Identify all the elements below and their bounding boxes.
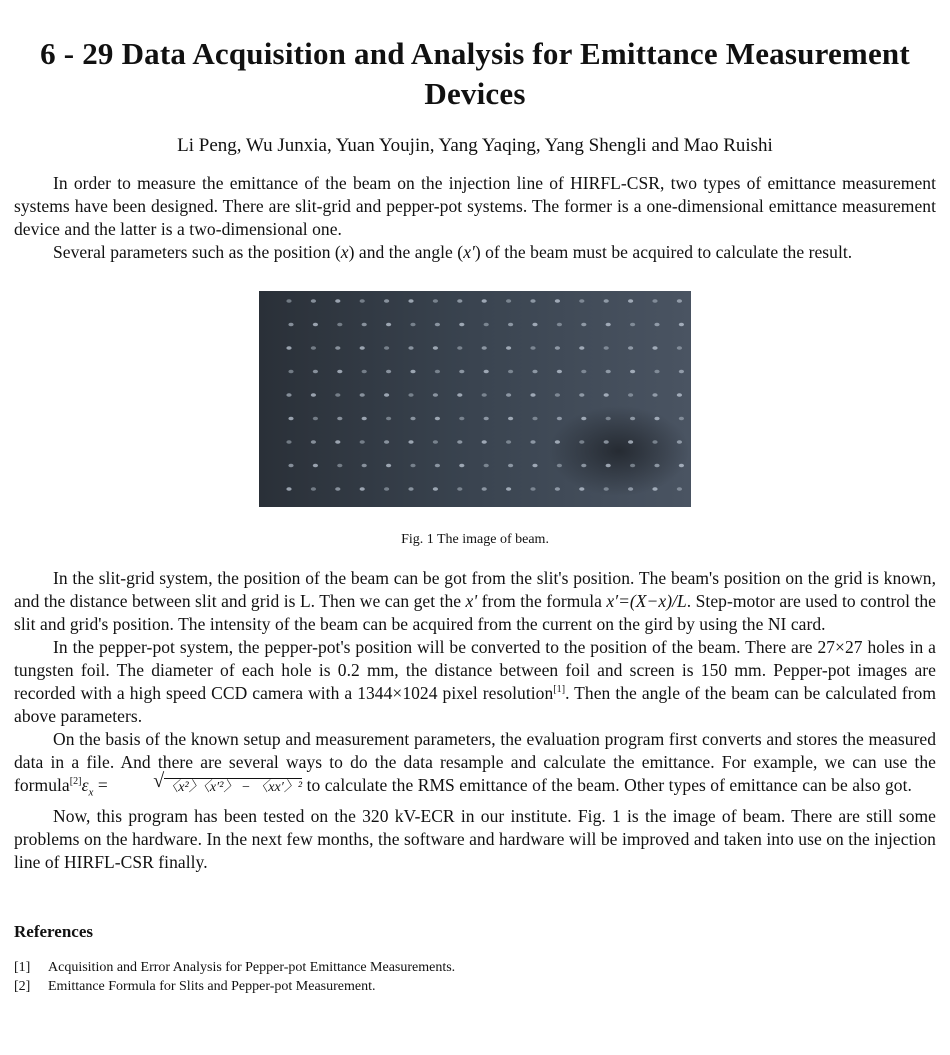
beam-spot [384,346,389,350]
beam-spot [484,370,489,374]
beam-spot [630,464,635,468]
beam-spot [362,370,367,374]
beam-spot [311,440,316,444]
beam-spot [508,323,513,327]
beam-spot [652,393,657,397]
intro-section [14,172,936,264]
evaluation-paragraph [14,728,936,805]
beam-spot [337,323,342,327]
beam-spot [286,346,291,350]
text-fragment: In the slit-grid system, the position of the beam can be got from the slit's position. The beam's position on the grid is known, and the distance between slit and grid is L. Then we can get the [14,568,936,611]
beam-spot [579,440,584,444]
beam-spot [532,323,537,327]
beam-spot [362,323,367,327]
beam-spot [410,370,415,374]
math-var: x' [465,591,478,611]
beam-spot [311,393,316,397]
intro-paragraph-2 [14,241,936,264]
beam-spot [408,487,413,491]
beam-spot [677,393,682,397]
beam-spot [433,440,438,444]
text-fragment: ) of the beam must be acquired to calculate the result. [474,242,853,262]
text-fragment: . Step-motor are used to control the slit and grid's position. The intensity of the beam can be acquired from the current on the gird by using the NI card. [14,591,936,634]
beam-spot [384,299,389,303]
beam-spot [435,370,440,374]
beam-spot [604,487,609,491]
body-section [14,567,936,874]
beam-spot [408,440,413,444]
beam-spot [311,299,316,303]
beam-spot [581,323,586,327]
beam-spot [482,346,487,350]
beam-spot [530,487,535,491]
beam-spot [628,346,633,350]
beam-spot [579,487,584,491]
beam-spot [652,440,657,444]
beam-spot [337,370,342,374]
beam-spot [433,487,438,491]
citation: [2] [69,776,82,787]
beam-spot [311,487,316,491]
beam-spot [532,464,537,468]
beam-spot [457,299,462,303]
beam-spot [482,393,487,397]
beam-spot [384,393,389,397]
beam-spot [679,370,684,374]
beam-spot [555,487,560,491]
beam-spot [335,346,340,350]
beam-spot [581,464,586,468]
beam-spot [408,393,413,397]
beam-spot [506,487,511,491]
beam-spot [630,417,635,421]
beam-spot [384,487,389,491]
beam-spot [360,440,365,444]
beam-spot [286,487,291,491]
beam-spot [313,370,318,374]
beam-spot [337,417,342,421]
beam-spot [337,464,342,468]
beam-spot [410,417,415,421]
text-fragment: to calculate the RMS emittance of the beam. Other types of emittance can be also got. [302,775,912,795]
beam-spot [579,393,584,397]
beam-spot [628,487,633,491]
text-fragment: On the basis of the known setup and measurement parameters, the evaluation program first converts and stores the measured data in a file. And there are several ways to do the data resample and calculate the emittance. For example, we can use the formula [14,729,936,795]
beam-spot [508,464,513,468]
beam-spot [457,346,462,350]
beam-spot [459,323,464,327]
beam-spot [679,417,684,421]
beam-spot [286,299,291,303]
beam-spot [386,417,391,421]
reference-number: [1] [14,959,31,975]
slit-grid-paragraph [14,567,936,636]
math-var: x [340,242,349,262]
beam-spot [457,440,462,444]
beam-spot [677,299,682,303]
beam-spot [557,464,562,468]
beam-spot [508,417,513,421]
text-fragment: from the formula [477,591,607,611]
reference-text: Emittance Formula for Slits and Pepper-pot Measurement. [48,978,376,994]
beam-spot [335,487,340,491]
beam-spot [459,464,464,468]
beam-spot [654,417,659,421]
beam-spot [652,299,657,303]
beam-spot [459,370,464,374]
beam-spot [628,393,633,397]
conclusion-paragraph: Now, this program has been tested on the 320 kV-ECR in our institute. Fig. 1 is the image of beam. There are still some problems on the hardware. In the next few months, the software and hardware will be improved and taken into use on the injection line of HIRFL-CSR finally. [14,805,936,872]
beam-spot [654,464,659,468]
beam-spot [606,417,611,421]
formula: x′=(X−x)/L [606,591,687,611]
beam-spot [433,346,438,350]
math-var: x' [463,242,475,262]
text-fragment: . Then the angle of the beam can be calculated from above parameters. [14,683,937,726]
beam-figure [259,291,691,507]
beam-spot [386,370,391,374]
beam-spot [408,299,413,303]
beam-spot [532,370,537,374]
beam-spot [457,393,462,397]
beam-spot [408,346,413,350]
beam-spot [579,346,584,350]
beam-spot [484,464,489,468]
beam-spot [482,440,487,444]
beam-spot [530,299,535,303]
beam-spot [652,346,657,350]
beam-spot [606,464,611,468]
reference-text: Acquisition and Error Analysis for Pepper-pot Emittance Measurements. [48,959,456,975]
beam-spot [384,440,389,444]
beam-spot [530,393,535,397]
beam-spot [555,299,560,303]
beam-spot [410,464,415,468]
beam-spot [286,393,291,397]
beam-spot [386,464,391,468]
reference-item [14,958,936,977]
beam-spot [288,370,293,374]
intro-paragraph: In order to measure the emittance of the beam on the injection line of HIRFL-CSR, two types of emittance measurement systems have been designed. There are slit-grid and pepper-pot systems. The former is a one-dimensional emittance measurement device and the latter is a two-dimensional one. [14,173,936,239]
beam-spot [604,440,609,444]
beam-spot [484,417,489,421]
beam-spot [579,299,584,303]
beam-spot [433,299,438,303]
beam-spot [360,299,365,303]
beam-spot [362,464,367,468]
beam-spot [286,440,291,444]
beam-spot [362,417,367,421]
beam-spot [630,370,635,374]
beam-spot [555,440,560,444]
beam-spot [555,393,560,397]
beam-spot [628,440,633,444]
beam-image [259,291,691,507]
beam-spot [677,440,682,444]
beam-spot [335,299,340,303]
beam-spot [654,323,659,327]
beam-spot [360,346,365,350]
beam-spot [313,323,318,327]
reference-item [14,977,936,996]
beam-spot [532,417,537,421]
beam-spot [457,487,462,491]
beam-spot [311,346,316,350]
references-list [14,958,936,996]
beam-spot [506,440,511,444]
beam-spot [288,323,293,327]
beam-spot [630,323,635,327]
beam-spot [360,487,365,491]
beam-spot [604,346,609,350]
beam-spot [581,417,586,421]
equals: = [93,775,113,795]
radical-sign: √ [153,770,165,792]
text-fragment: Several parameters such as the position ( [53,242,341,262]
beam-spot [679,323,684,327]
beam-spot [484,323,489,327]
epsilon-symbol: ε [81,775,89,795]
beam-spot [679,464,684,468]
beam-spot [506,346,511,350]
reference-number: [2] [14,978,31,994]
beam-spot [410,323,415,327]
text-fragment: ) and the angle ( [348,242,464,262]
beam-spot [555,346,560,350]
beam-spot [530,440,535,444]
beam-spot [654,370,659,374]
beam-spot [313,417,318,421]
beam-spot [606,370,611,374]
subscript: x [88,786,94,799]
beam-spot [557,370,562,374]
beam-spot [530,346,535,350]
beam-spot [313,464,318,468]
page [14,34,936,996]
beam-spot [288,417,293,421]
beam-spot [435,417,440,421]
radicand: 〈x²〉〈x′²〉 − 〈xx′〉² [164,780,303,795]
sqrt-formula [114,770,303,799]
pepper-pot-paragraph [14,636,936,728]
beam-spot [581,370,586,374]
beam-spot [482,299,487,303]
beam-spot [677,487,682,491]
beam-spot [604,299,609,303]
beam-spot [459,417,464,421]
beam-spot [557,417,562,421]
beam-spot [508,370,513,374]
beam-spot [652,487,657,491]
beam-spot [606,323,611,327]
paper-title: 6 - 29 Data Acquisition and Analysis for Emittance Measurement Devices [40,36,910,111]
references-heading: References [14,921,93,941]
beam-spot [557,323,562,327]
beam-spot [435,323,440,327]
beam-spot [506,393,511,397]
text-fragment: In the pepper-pot system, the pepper-pot's position will be converted to the position of the beam. There are 27×27 holes in a tungsten foil. The diameter of each hole is 0.2 mm, the distance between foil and screen is 150 mm. Pepper-pot images are recorded with a high speed CCD camera with a 1344×1024 pixel resolution [14,637,936,703]
beam-spot [435,464,440,468]
beam-spot [288,464,293,468]
figure-caption: Fig. 1 The image of beam. [401,532,549,547]
citation: [1] [553,684,566,695]
beam-spot [433,393,438,397]
beam-spot [335,393,340,397]
authors: Li Peng, Wu Junxia, Yuan Youjin, Yang Yaqing, Yang Shengli and Mao Ruishi [177,135,773,156]
beam-spot [628,299,633,303]
beam-spot [482,487,487,491]
beam-spot [386,323,391,327]
beam-spot [506,299,511,303]
beam-spot [604,393,609,397]
beam-spot [677,346,682,350]
beam-spot [335,440,340,444]
beam-spot [360,393,365,397]
